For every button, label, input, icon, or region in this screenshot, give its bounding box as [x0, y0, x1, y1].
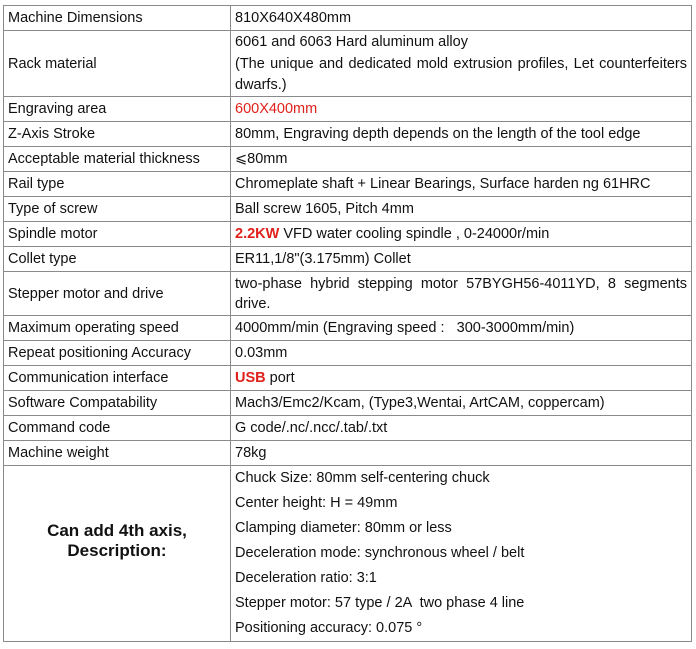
spec-value — [231, 366, 692, 391]
spec-value: 600X400mm — [231, 97, 692, 122]
fourth-axis-item: Positioning accuracy: 0.075 ° — [235, 620, 423, 636]
table-row — [4, 466, 692, 642]
fourth-axis-item: Clamping diameter: 80mm or less — [235, 520, 452, 536]
spec-label: Machine weight — [4, 441, 231, 466]
table-row — [4, 31, 692, 97]
table-row — [4, 316, 692, 341]
spec-value-rest: port — [265, 370, 295, 386]
spec-value: 80mm, Engraving depth depends on the length of the tool edge — [231, 122, 692, 147]
table-row — [4, 272, 692, 316]
spec-value: ER11,1/8"(3.175mm) Collet — [231, 247, 692, 272]
spec-value: 810X640X480mm — [231, 6, 692, 31]
spec-value: Ball screw 1605, Pitch 4mm — [231, 197, 692, 222]
spec-value — [231, 31, 692, 97]
spec-value-line: (The unique and dedicated mold extrusion profiles, Let counterfeiters dwarfs.) — [235, 56, 687, 93]
table-row — [4, 122, 692, 147]
spec-label: Software Compatability — [4, 391, 231, 416]
spec-value-rest: VFD water cooling spindle , 0-24000r/min — [279, 226, 550, 242]
spec-label: Rail type — [4, 172, 231, 197]
fourth-axis-item: Deceleration ratio: 3:1 — [235, 570, 377, 586]
spec-label: Maximum operating speed — [4, 316, 231, 341]
spec-value: Mach3/Emc2/Kcam, (Type3,Wentai, ArtCAM, coppercam) — [231, 391, 692, 416]
fourth-axis-description — [231, 466, 692, 642]
spec-label: Command code — [4, 416, 231, 441]
spec-label: Spindle motor — [4, 222, 231, 247]
fourth-axis-item: Deceleration mode: synchronous wheel / belt — [235, 545, 525, 561]
spec-label: Engraving area — [4, 97, 231, 122]
spec-value-highlight: USB — [235, 370, 266, 386]
table-row — [4, 222, 692, 247]
spec-label: Collet type — [4, 247, 231, 272]
table-row — [4, 147, 692, 172]
fourth-axis-item: Center height: H = 49mm — [235, 495, 398, 511]
fourth-axis-label-line: Can add 4th axis, — [47, 520, 187, 540]
fourth-axis-label-line: Description: — [67, 540, 167, 560]
table-row — [4, 247, 692, 272]
spec-value: Chromeplate shaft + Linear Bearings, Surface harden ng 61HRC — [231, 172, 692, 197]
fourth-axis-item: Stepper motor: 57 type / 2A two phase 4 line — [235, 595, 525, 611]
fourth-axis-item: Chuck Size: 80mm self-centering chuck — [235, 470, 490, 486]
spec-value-highlight: 2.2KW — [235, 226, 280, 242]
spec-value: two-phase hybrid stepping motor 57BYGH56-4011YD, 8 segments drive. — [231, 272, 692, 316]
spec-label: Rack material — [4, 31, 231, 97]
spec-label: Z-Axis Stroke — [4, 122, 231, 147]
table-row — [4, 97, 692, 122]
fourth-axis-label-cell — [4, 466, 231, 642]
spec-table — [3, 5, 692, 642]
table-row — [4, 172, 692, 197]
spec-value: 78kg — [231, 441, 692, 466]
spec-value: 0.03mm — [231, 341, 692, 366]
spec-value — [231, 222, 692, 247]
spec-label: Machine Dimensions — [4, 6, 231, 31]
table-row — [4, 341, 692, 366]
spec-label: Acceptable material thickness — [4, 147, 231, 172]
spec-label: Stepper motor and drive — [4, 272, 231, 316]
table-row — [4, 391, 692, 416]
fourth-axis-label — [8, 521, 226, 561]
spec-label: Communication interface — [4, 366, 231, 391]
spec-label: Type of screw — [4, 197, 231, 222]
table-row — [4, 197, 692, 222]
table-row — [4, 366, 692, 391]
table-row — [4, 441, 692, 466]
table-row — [4, 6, 692, 31]
spec-value-line: 6061 and 6063 Hard aluminum alloy — [235, 34, 468, 50]
spec-label: Repeat positioning Accuracy — [4, 341, 231, 366]
spec-value: G code/.nc/.ncc/.tab/.txt — [231, 416, 692, 441]
table-row — [4, 416, 692, 441]
spec-value: 4000mm/min (Engraving speed : 300-3000mm/min) — [231, 316, 692, 341]
spec-value: ⩽80mm — [231, 147, 692, 172]
